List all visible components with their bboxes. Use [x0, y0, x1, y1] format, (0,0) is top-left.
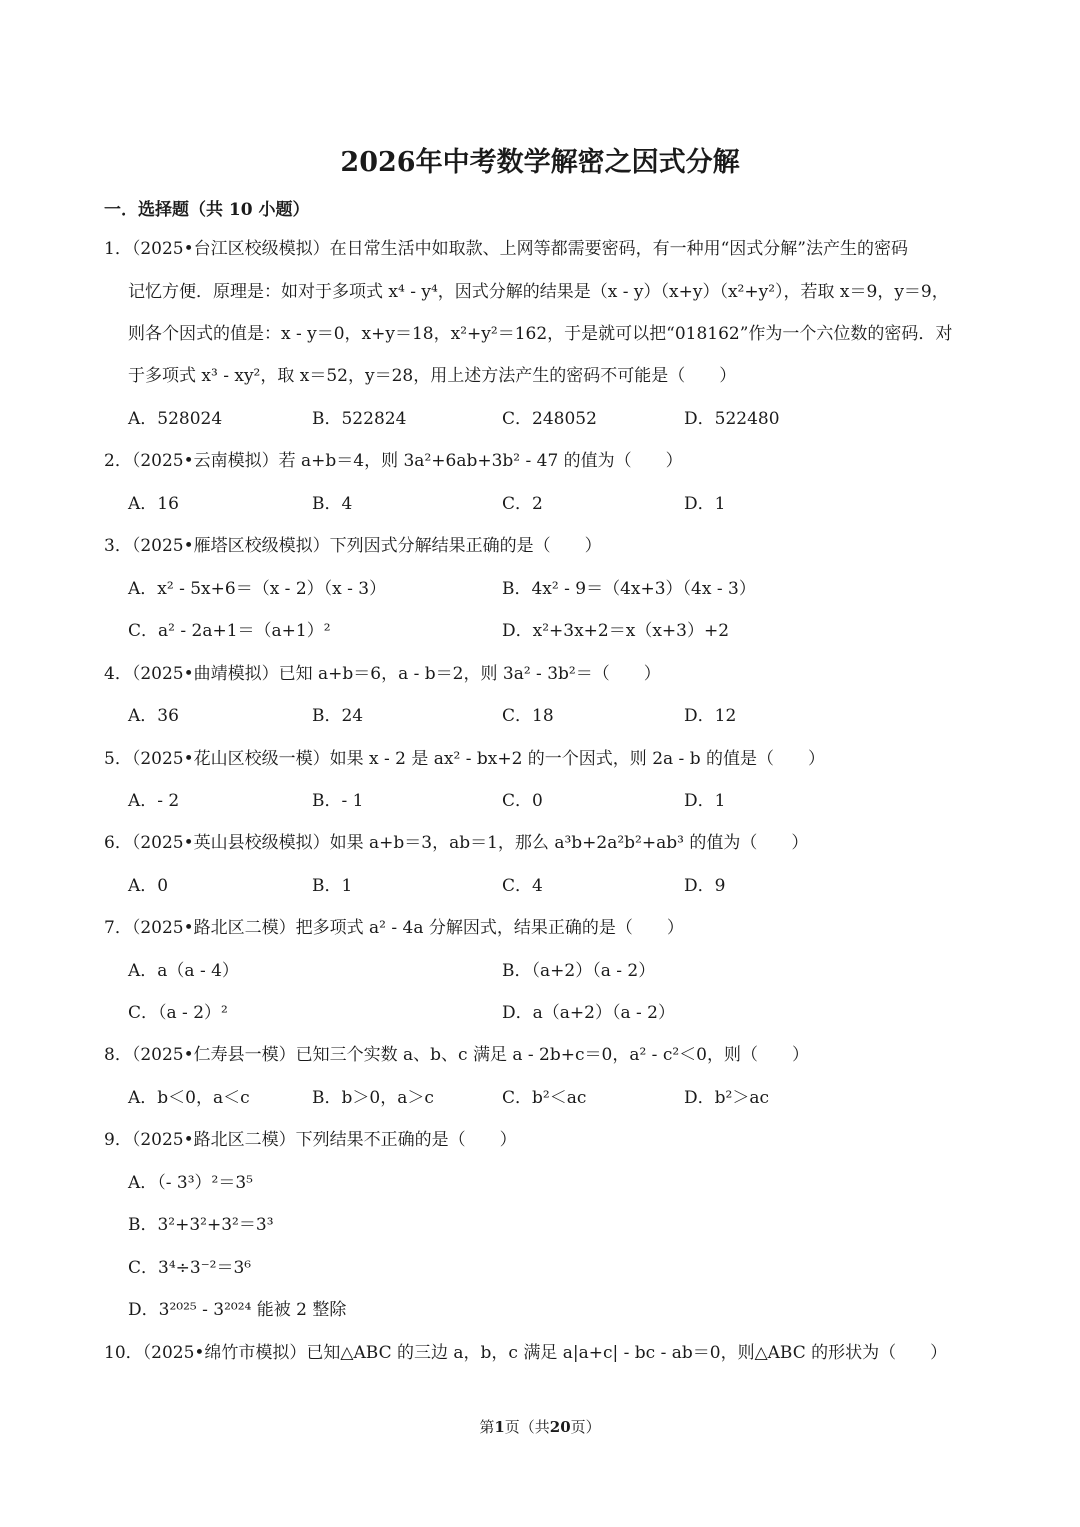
question-3-option-b: B．4x² - 9＝（4x+3）（4x - 3）: [502, 579, 756, 599]
current-page-number: 1: [494, 1418, 505, 1436]
total-page-count: 20: [549, 1418, 571, 1436]
question-1-line-2: 记忆方便．原理是：如对于多项式 x⁴ - y⁴，因式分解的结果是（x - y）（x+y）（x²+y²），若取 x＝9，y＝9，: [128, 282, 949, 302]
question-5-option-b: B．- 1: [312, 791, 364, 811]
question-1-option-a: A．528024: [128, 409, 223, 429]
question-3-text: 3．（2025•雁塔区校级模拟）下列因式分解结果正确的是（ ）: [104, 536, 602, 556]
footer-middle: 页（共: [504, 1418, 550, 1436]
question-9-option-c: C．3⁴÷3⁻²＝3⁶: [128, 1258, 252, 1278]
question-9-option-a: A．（- 3³）²＝3⁵: [128, 1173, 254, 1193]
question-1-option-d: D．522480: [684, 409, 780, 429]
question-7-option-b: B．（a+2）（a - 2）: [502, 961, 656, 981]
question-5-option-a: A．- 2: [128, 791, 180, 811]
question-4-option-a: A．36: [128, 706, 179, 726]
question-8-text: 8．（2025•仁寿县一模）已知三个实数 a、b、c 满足 a - 2b+c＝0，a² - c²＜0，则（ ）: [104, 1045, 809, 1065]
question-5-option-d: D．1: [684, 791, 726, 811]
question-4-text: 4．（2025•曲靖模拟）已知 a+b＝6，a - b＝2，则 3a² - 3b²＝（ ）: [104, 664, 661, 684]
question-1-option-c: C．248052: [502, 409, 597, 429]
question-4-option-c: C．18: [502, 706, 554, 726]
question-9-text: 9．（2025•路北区二模）下列结果不正确的是（ ）: [104, 1130, 517, 1150]
question-7-option-a: A．a（a - 4）: [128, 961, 239, 981]
question-7-option-d: D．a（a+2）（a - 2）: [502, 1003, 675, 1023]
question-7-text: 7．（2025•路北区二模）把多项式 a² - 4a 分解因式，结果正确的是（ ）: [104, 918, 684, 938]
question-6-option-b: B．1: [312, 876, 353, 896]
question-3-option-a: A．x² - 5x+6＝（x - 2）（x - 3）: [128, 579, 387, 599]
question-9-option-d: D．3²⁰²⁵ - 3²⁰²⁴ 能被 2 整除: [128, 1300, 347, 1320]
question-8-option-b: B．b＞0，a＞c: [312, 1088, 434, 1108]
question-7-option-c: C．（a - 2）²: [128, 1003, 228, 1023]
question-1-line-3: 则各个因式的值是：x - y＝0，x+y＝18，x²+y²＝162，于是就可以把“018162”作为一个六位数的密码．对: [128, 324, 953, 344]
question-6-option-c: C．4: [502, 876, 543, 896]
question-3-option-c: C．a² - 2a+1＝（a+1）²: [128, 621, 331, 641]
question-6-option-a: A．0: [128, 876, 169, 896]
question-2-option-c: C．2: [502, 494, 543, 514]
question-2-text: 2．（2025•云南模拟）若 a+b＝4，则 3a²+6ab+3b² - 47 的值为（ ）: [104, 451, 683, 471]
question-2-option-d: D．1: [684, 494, 726, 514]
question-8-option-c: C．b²＜ac: [502, 1088, 587, 1108]
section-heading: 一．选择题（共 10 小题）: [104, 200, 310, 220]
footer-suffix: 页）: [570, 1418, 601, 1436]
question-5-text: 5．（2025•花山区校级一模）如果 x - 2 是 ax² - bx+2 的一个因式，则 2a - b 的值是（ ）: [104, 749, 825, 769]
question-8-option-d: D．b²＞ac: [684, 1088, 769, 1108]
question-1-option-b: B．522824: [312, 409, 407, 429]
question-1-line-1: 1．（2025•台江区校级模拟）在日常生活中如取款、上网等都需要密码，有一种用“因式分解”法产生的密码: [104, 239, 908, 259]
page-title: 2026年中考数学解密之因式分解: [340, 147, 740, 178]
question-10-text: 10．（2025•绵竹市模拟）已知△ABC 的三边 a，b，c 满足 a|a+c| - bc - ab＝0，则△ABC 的形状为（ ）: [104, 1343, 948, 1363]
question-4-option-d: D．12: [684, 706, 737, 726]
question-6-text: 6．（2025•英山县校级模拟）如果 a+b＝3，ab＝1，那么 a³b+2a²b²+ab³ 的值为（ ）: [104, 833, 809, 853]
page-footer: [0, 1416, 1080, 1437]
question-8-option-a: A．b＜0，a＜c: [128, 1088, 250, 1108]
question-6-option-d: D．9: [684, 876, 726, 896]
question-2-option-b: B．4: [312, 494, 353, 514]
question-3-option-d: D．x²+3x+2＝x（x+3）+2: [502, 621, 730, 641]
question-2-option-a: A．16: [128, 494, 179, 514]
question-4-option-b: B．24: [312, 706, 364, 726]
question-5-option-c: C．0: [502, 791, 543, 811]
question-9-option-b: B．3²+3²+3²＝3³: [128, 1215, 274, 1235]
question-1-line-4: 于多项式 x³ - xy²，取 x＝52，y＝28，用上述方法产生的密码不可能是（ ）: [128, 366, 737, 386]
footer-prefix: 第: [479, 1418, 495, 1436]
